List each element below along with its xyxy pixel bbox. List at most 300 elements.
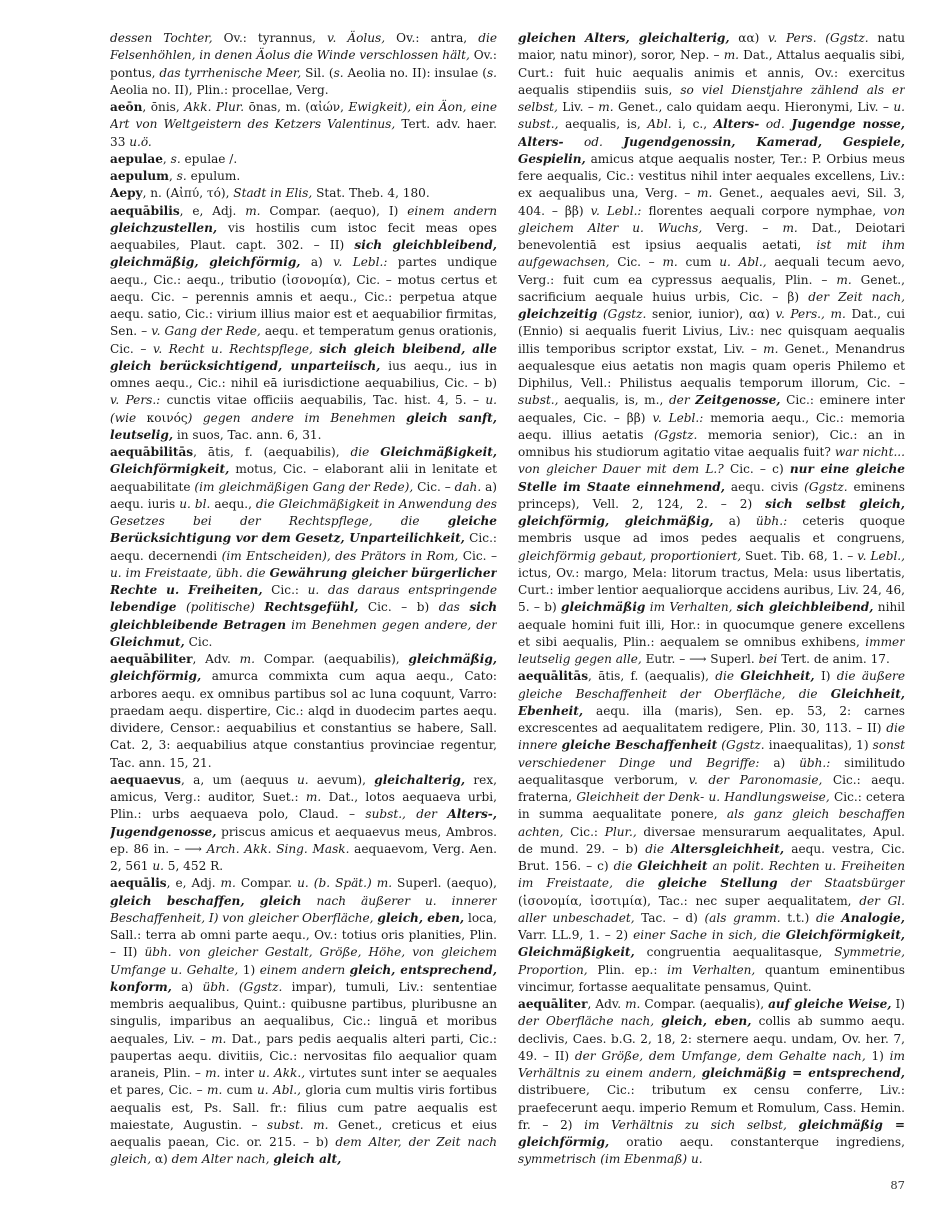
- entry-text: [787, 1118, 799, 1132]
- entry-text: bei: [758, 652, 778, 666]
- entry-text: Tert. adv. haer. 33: [110, 117, 497, 149]
- entry-text: epulum.: [186, 169, 241, 183]
- entry-text: memoria aequ., Cic.: memoria aequ. illius aetatis: [518, 410, 905, 442]
- entry-text: Cic. –: [413, 479, 455, 494]
- entry-text: gleiche Berücksichtigung vor dem Gesetz, Unparteilichkeit,: [110, 514, 497, 546]
- entry-text: u. (wie: [110, 393, 497, 425]
- headword: aeōn: [110, 100, 143, 114]
- entry-text: die äußere gleiche Beschaffenheit der Oberfläche, die: [518, 669, 905, 701]
- entry-text: loca, Sall.: terra ab omni parte aequ., Ov.: totius oris planities, Plin. – II): [110, 910, 497, 960]
- entry-text: [420, 514, 448, 528]
- entry-text: (im Entscheiden), des Prätors in Rom,: [221, 548, 459, 563]
- entry-text: Abl.: [647, 117, 672, 132]
- entry-text: Cic. – b): [358, 600, 439, 615]
- entry-text: übh.:: [755, 514, 788, 528]
- entry-text: gleichförmig gebaut, proportioniert,: [518, 548, 742, 563]
- entry-text: u. (b. Spät.) m.: [297, 876, 393, 891]
- entry-text: priscus amicus et aequaevus meus, Ambros. ep. 86 in. – ⟶: [110, 824, 497, 856]
- entry-text: Genet., calo quidam aequ. Hieronymi, Liv. –: [613, 100, 894, 114]
- entry-text: eminens princeps), Vell. 2, 124, 2. – 2): [518, 479, 905, 511]
- entry-text: (Ggstz.: [653, 427, 698, 442]
- entry-text: die: [645, 841, 665, 856]
- entry-text: (im gleichmäßigen Gang der Rede),: [194, 479, 414, 494]
- entry-text: die: [613, 859, 633, 873]
- entry-text: Cic.: aequ. decernendi: [110, 531, 497, 563]
- entry-text: gleichmäßig, gleichförmig,: [110, 652, 497, 684]
- entry-text: übh. (Ggstz.: [202, 979, 283, 994]
- entry-text: Akk. Plur.: [184, 100, 245, 114]
- entry-text: ,: [162, 151, 171, 166]
- entry-text: Genet., aequales aevi, Sil. 3, 404. – ββ): [518, 186, 905, 218]
- entry-text: impar), tumuli, Liv.: sententiae membris aequalibus, Quint.: quibusne partibus, pluribusne an singulis, imparibus an aequalibus, Cic.: linguā et moribus aequales, Liv. –: [110, 979, 497, 1046]
- entry-text: (politische): [185, 600, 255, 615]
- entry-text: amicus atque aequalis noster, Ter.: P. Orbius meus fere aequalis, Cic.: vestitus nihil inter aequales excellens, Liv.: ex aequalibus una, Verg. –: [518, 151, 905, 201]
- entry-text: [645, 876, 658, 890]
- entry-text: senior, iunior), αα): [646, 307, 776, 321]
- entry-text: [563, 135, 584, 149]
- entry-text: κοινός: [136, 410, 188, 425]
- entry-text: ceteris quoque membris usque ad imos pedes aequalis et congruens,: [518, 514, 905, 546]
- entry-text: a): [300, 255, 334, 270]
- entry-text: t.t.): [780, 910, 816, 925]
- entry-text: a): [713, 514, 756, 528]
- entry-text: oratio aequ. constanterque ingrediens,: [609, 1135, 905, 1149]
- entry-text: Cic.: eminere inter aequales, Cic. – ββ): [518, 393, 905, 425]
- entry-text: der Zeit nach,: [808, 289, 905, 304]
- entry-text: rex, amicus, Verg.: auditor, Suet.:: [110, 772, 497, 804]
- entry-text: Arch. Akk. Sing. Mask.: [206, 841, 350, 856]
- entry-text: auf gleiche Weise,: [768, 997, 892, 1011]
- entry-text: , ātis, f. (aequalis),: [588, 669, 716, 684]
- right-column: [518, 30, 905, 1175]
- entry-text: gleiche Stellung: [657, 876, 778, 891]
- entry-text: , ōnis,: [142, 100, 185, 114]
- entry-text: Analogie,: [841, 910, 905, 925]
- entry-text: Stadt in Elis,: [233, 186, 313, 201]
- entry-text: Ewigkeit), ein Äon, eine Art von Weltgeistern des Ketzers Valentinus,: [110, 100, 497, 132]
- entry-text: sich gleichbleibend,: [736, 600, 874, 615]
- entry-text: inaequalitas), 1): [764, 738, 873, 753]
- entry-text: Tac. – d): [634, 910, 705, 925]
- entry-text: ius aequ., ius in omnes aequ., Cic.: nihil eā iurisdictione aequabilius, Cic. – b): [110, 358, 497, 390]
- entry-text: m.: [625, 997, 641, 1011]
- entry-text: einem andern: [259, 962, 346, 977]
- dictionary-entry: [518, 668, 905, 996]
- entry-text: gleichen Alters, gleichalterig,: [518, 31, 730, 45]
- entry-text: der: [668, 393, 690, 408]
- entry-text: übh. von gleicher Gestalt, Größe, Höhe, von gleichem Umfange u. Gehalte,: [110, 945, 497, 977]
- entry-text: v. Lebl.:: [652, 410, 704, 425]
- entry-text: die: [715, 669, 735, 684]
- entry-text: od.: [583, 134, 603, 149]
- entry-text: v. Lebl.:: [590, 203, 642, 218]
- dictionary-entry: [110, 772, 497, 876]
- entry-text: gleich alt,: [273, 1152, 342, 1167]
- entry-text: m.: [763, 341, 779, 356]
- entry-text: ,: [168, 169, 177, 183]
- entry-text: congruentia aequalitasque,: [634, 945, 835, 960]
- entry-text: Gleichheit, Ebenheit,: [518, 686, 905, 718]
- entry-text: Ov.: antra,: [385, 31, 479, 45]
- entry-text: [437, 807, 447, 821]
- entry-text: m.: [305, 790, 322, 804]
- entry-text: Alters-, Jugendgenosse,: [110, 807, 497, 839]
- entry-text: in suos, Tac. ann. 6, 31.: [173, 427, 322, 442]
- entry-text: u.: [152, 859, 164, 873]
- entry-text: symmetrisch (im Ebenmaß) u.: [518, 1152, 703, 1167]
- entry-text: Plur.,: [604, 824, 637, 839]
- entry-text: m.: [220, 876, 236, 891]
- entry-text: Cic. –: [609, 255, 663, 270]
- entry-text: Gleichheit,: [740, 669, 815, 684]
- entry-text: ist mit ihm aufgewachsen,: [518, 238, 905, 270]
- entry-text: Gleichheit: [637, 859, 708, 873]
- entry-text: von gleichem Alter u. Wuchs,: [518, 203, 905, 235]
- entry-text: nur eine gleiche Stelle im Staate einnehmend,: [518, 462, 905, 494]
- entry-text: Liv. –: [557, 100, 599, 114]
- entry-text: Varr. LL.9, 1. – 2): [518, 928, 634, 942]
- headword: aequābilis: [110, 203, 180, 218]
- entry-text: m.: [697, 186, 713, 201]
- headword: aepulum: [110, 169, 169, 183]
- entry-text: ) gegen andere im Benehmen: [187, 410, 396, 425]
- entry-text: die: [350, 445, 370, 459]
- entry-text: Gewährung gleicher bürgerlicher Rechte u. Freiheiten,: [110, 565, 497, 597]
- entry-text: (Ggstz.: [602, 307, 647, 321]
- entry-text: [369, 445, 380, 459]
- entry-text: aequ. et temperatum genus orationis, Cic. –: [110, 324, 497, 356]
- entry-text: Compar. (aequo), I): [260, 203, 408, 218]
- headword: aequāliter: [518, 997, 588, 1011]
- entry-text: 1): [238, 962, 260, 977]
- entry-text: Ov.: tyrannus,: [212, 31, 328, 45]
- entry-text: sich gleichbleibend, gleichmäßig, gleichförmig,: [110, 238, 497, 270]
- entry-text: s.: [176, 169, 187, 183]
- entry-text: cunctis vitae officiis aequabilis, Tac. hist. 4, 5. –: [160, 393, 486, 408]
- headword: aequaevus: [110, 772, 181, 787]
- entry-text: ōnas, m. (αἰών,: [244, 100, 349, 114]
- entry-text: Stat. Theb. 4, 180.: [312, 186, 430, 201]
- entry-text: u. bl.: [179, 496, 211, 511]
- entry-text: u.ö.: [129, 134, 152, 149]
- entry-text: die Felsenhöhlen, in denen Äolus die Winde verschlossen hält,: [110, 31, 497, 63]
- entry-text: Rechtsgefühl,: [264, 600, 359, 615]
- entry-text: gloria cum multis viris fortibus aequalis est, Ps. Sall. fr.: filius cum patre aequalis est maiestate, Augustin. –: [110, 1083, 497, 1132]
- entry-text: gleich, entsprechend, konform,: [110, 962, 497, 994]
- entry-text: einer Sache in sich, die: [633, 928, 781, 942]
- entry-text: Dat., cui (Ennio) si aequalis fuerit Livius, Liv.: nec quisquam aequalis illis temporibus scriptor exstat, Liv. –: [518, 307, 905, 356]
- entry-text: v. Gang der Rede,: [151, 324, 261, 339]
- entry-text: Gleichmut,: [110, 634, 185, 649]
- entry-text: Cic.:: [262, 583, 308, 597]
- entry-text: dem Alter nach,: [171, 1152, 270, 1167]
- entry-text: Cic.: [184, 634, 213, 649]
- entry-text: m.: [723, 48, 739, 63]
- entry-text: Compar. (aequabilis),: [254, 652, 409, 666]
- entry-text: im Verhalten,: [649, 600, 733, 615]
- entry-text: Plin. ep.:: [587, 962, 668, 977]
- entry-text: Eutr. – ⟶ Superl.: [641, 652, 759, 666]
- entry-text: Compar.: [235, 876, 298, 891]
- entry-text: gleichmäßig: [561, 600, 646, 615]
- left-column: [110, 30, 497, 1175]
- entry-text: [603, 135, 624, 149]
- entry-text: an polit. Rechten u. Freiheiten im Freistaate, die: [518, 859, 905, 891]
- entry-text: sich gleichbleibende Betragen: [110, 600, 497, 632]
- entry-text: gleiche Beschaffenheit: [561, 738, 718, 753]
- entry-text: aequaevom, Verg. Aen. 2, 561: [110, 841, 497, 873]
- entry-text: übh.:: [799, 755, 831, 770]
- entry-text: v. Lebl.:: [333, 255, 388, 270]
- entry-text: im Verhältnis zu sich selbst,: [584, 1117, 787, 1132]
- entry-text: [817, 687, 830, 701]
- entry-text: gleich, eben,: [661, 1014, 752, 1029]
- entry-text: subst. m.: [267, 1117, 329, 1132]
- entry-text: Tert. de anim. 17.: [777, 652, 890, 666]
- entry-text: m.: [205, 1066, 221, 1080]
- entry-text: 5, 452 R.: [163, 859, 224, 873]
- entry-text: v. Lebl.,: [857, 548, 905, 563]
- entry-text: m.: [245, 203, 261, 218]
- entry-text: quantum eminentibus vincimur, fortasse aequalitate pensamus, Quint.: [518, 962, 905, 994]
- entry-text: m.: [239, 652, 255, 666]
- entry-text: m.: [836, 272, 852, 287]
- entry-text: s.: [333, 65, 344, 80]
- entry-text: aequ. civis: [724, 479, 805, 494]
- dictionary-entry: [110, 185, 497, 202]
- entry-text: amurca commixta cum aqua aequ., Cato: arbores aequ. ex omnibus partibus sol ac luna coquunt, Varro: praedam aequ. dispertire, Cic.: alqd in duodecim partes aequ. dividere, Censor.: aequabilius et constantius se habere, Sall. Cat. 2, 3: aequabilius atque constantius provinciae regentur, Tac. ann. 15, 21.: [110, 669, 497, 770]
- entry-text: dem Alter, der Zeit nach gleich,: [110, 1135, 497, 1167]
- entry-text: I): [891, 997, 905, 1011]
- dictionary-entry: [110, 30, 497, 99]
- entry-text: aevum),: [308, 772, 375, 787]
- entry-text: war nicht... von gleicher Dauer mit dem L.?: [518, 445, 905, 477]
- entry-text: , Adv.: [587, 997, 626, 1011]
- entry-text: natu maior, natu minor), soror, Nep. –: [518, 31, 905, 63]
- entry-text: die Gleichmäßigkeit in Anwendung des Gesetzes bei der Rechtspflege, die: [110, 496, 497, 528]
- entry-text: Cic. –: [458, 548, 497, 563]
- entry-text: [460, 600, 470, 614]
- entry-text: gleich sanft, leutselig,: [110, 410, 497, 442]
- entry-text: u. im Freistaate, übh. die: [110, 565, 266, 580]
- entry-text: v. Pers., m.: [775, 307, 846, 321]
- entry-text: cum: [222, 1083, 258, 1098]
- entry-text: αα): [729, 31, 769, 45]
- entry-text: partes undique aequ., Cic.: aequ., tributio (ἰσονομία), Cic. – motus certus et aequ. Cic. – perennis amnis et aequ., Cic.: perpetua atque aequ. satio, Cic.: virium illius maior est et aequabilior firmitas, Sen. –: [110, 255, 497, 339]
- entry-text: ictus, Ov.: margo, Mela: litorum tractus, Mela: usus libertatis, Curt.: imber lentior aequaliorque accidens auribus, Liv. 24, 46, 5. – b): [518, 565, 905, 615]
- entry-text: , ātis, f. (aequabilis),: [193, 445, 351, 459]
- dictionary-entry: [110, 168, 497, 185]
- entry-text: aequ. illa (maris), Sen. ep. 53, 2: carnes excrescentes ad aequalitatem redigere, Plin. 30, 113. – II): [518, 703, 905, 735]
- entry-text: Sil. (: [301, 65, 334, 80]
- entry-text: , n. (Αἰπύ, τό),: [142, 186, 234, 201]
- entry-text: , e, Adj.: [179, 203, 246, 218]
- entry-text: Genet., sacrificium aequale huius urbis, Cic. – β): [518, 272, 905, 304]
- entry-text: u. subst.,: [518, 100, 905, 132]
- entry-text: [176, 600, 186, 614]
- entry-text: gleich, eben,: [377, 910, 465, 925]
- entry-text: im Benehmen gegen andere, der: [291, 617, 497, 632]
- entry-text: die: [815, 910, 835, 925]
- entry-text: u. das daraus entspringende: [307, 583, 497, 597]
- entry-text: v. Äolus,: [327, 31, 386, 45]
- entry-text: als ganz gleich beschaffen achten,: [518, 807, 905, 839]
- entry-text: Alters-: [713, 117, 760, 132]
- entry-text: Suet. Tib. 68, 1. –: [741, 548, 858, 563]
- entry-text: v. Pers. (Ggstz.: [768, 31, 869, 45]
- dictionary-entry: [110, 875, 497, 1168]
- entry-text: Aeolia no. II), Plin.: procellae, Verg.: [110, 82, 329, 97]
- entry-text: u.: [296, 772, 309, 787]
- entry-text: der Gl. aller unbeschadet,: [518, 893, 905, 925]
- entry-text: sich gleich bleibend, alle gleich berücksichtigend, unparteiisch,: [110, 341, 497, 373]
- entry-text: im Verhalten,: [667, 962, 756, 977]
- entry-text: Gleichmäßigkeit, Gleichförmigkeit,: [110, 445, 497, 477]
- headword: aepulae: [110, 151, 163, 166]
- entry-text: s.: [486, 65, 497, 80]
- entry-text: Ov.: pontus,: [110, 48, 497, 80]
- entry-text: [255, 600, 265, 614]
- entry-text: der Größe, dem Umfange, dem Gehalte nach,: [574, 1048, 866, 1063]
- entry-text: memoria senior), Cic.: an in omnibus his studiorum agitatio vitae aequalis fuit?: [518, 427, 905, 459]
- entry-text: vis hostilis cum istoc fecit meas opes aequabiles, Plaut. capt. 302. – II): [110, 220, 497, 252]
- entry-text: s.: [170, 151, 181, 166]
- entry-text: Cic.: cetera in summa aequalitate ponere,: [518, 790, 905, 822]
- entry-text: , Adv.: [192, 652, 240, 666]
- entry-text: (Ggstz.: [721, 738, 765, 753]
- entry-text: Cic.:: [563, 824, 605, 839]
- dictionary-entry: [518, 30, 905, 668]
- entry-text: epulae /.: [180, 151, 238, 166]
- dictionary-entry: [110, 651, 497, 772]
- entry-text: sonst verschiedener Dinge und Begriffe:: [518, 738, 905, 770]
- dictionary-entry: [518, 996, 905, 1169]
- entry-text: subst., der: [365, 807, 437, 822]
- entry-text: gleich beschaffen, gleich: [110, 893, 302, 908]
- entry-text: Cic. – c): [723, 462, 790, 477]
- entry-text: Jugendgenossin, Kamerad, Gespiele, Gespielin,: [518, 134, 905, 166]
- entry-text: [301, 894, 316, 908]
- entry-text: Altersgleichheit,: [671, 841, 785, 856]
- entry-text: motus, Cic. – elaborant alii in lenitate et aequabilitate: [110, 462, 497, 494]
- entry-text: v. Recht u. Rechtspflege,: [152, 341, 313, 356]
- entry-text: Dat., Attalus aequalis sibi, Curt.: fuit huic aequalis animis et annis, Ov.: exercitus aequalis stipendiis suis,: [518, 48, 905, 97]
- entry-text: a): [171, 979, 203, 994]
- entry-text: 1): [865, 1048, 890, 1063]
- entry-text: dah.: [454, 479, 482, 494]
- entry-text: u. Abl.,: [719, 255, 767, 270]
- entry-text: Gleichförmigkeit, Gleichmäßigkeit,: [518, 928, 905, 960]
- headword: aequābilitās: [110, 445, 194, 459]
- entry-text: distribuere, Cic.: tributum ex censu conferre, Liv.: praefecerunt aequ. imperio Remum et Romulum, Cass. Hemin. fr. – 2): [518, 1083, 905, 1132]
- entry-text: nach äußerer u. innerer Beschaffenheit, I) von gleicher Oberfläche,: [110, 893, 497, 925]
- entry-text: der Staatsbürger: [790, 876, 905, 891]
- entry-text: lebendige: [110, 600, 177, 615]
- entry-text: m.: [211, 1031, 227, 1046]
- entry-text: i, c.,: [671, 117, 714, 132]
- entry-text: gleichzustellen,: [110, 220, 218, 235]
- entry-text: das tyrrhenische Meer,: [159, 65, 302, 80]
- entry-text: cum: [677, 255, 720, 270]
- entry-text: Genet., creticus et eius aequalis paean, Cic. or. 215. – b): [110, 1117, 497, 1149]
- entry-text: Jugendge nosse, Alters-: [518, 117, 905, 149]
- entry-text: gleichmäßig = entsprechend,: [701, 1066, 905, 1080]
- entry-text: similitudo aequalitasque verborum,: [518, 755, 905, 787]
- entry-text: so viel Dienstjahre zählend als er selbst,: [518, 82, 905, 114]
- entry-text: m.: [598, 100, 614, 114]
- entry-text: Symmetrie, Proportion,: [518, 945, 905, 977]
- entry-text: aequalis, is, m.,: [558, 393, 669, 408]
- entry-text: gleichzeitig: [518, 307, 598, 321]
- entry-text: aequalis, is,: [558, 117, 648, 132]
- entry-text: u. Abl.,: [257, 1083, 302, 1098]
- entry-text: gleichmäßig = gleichförmig,: [518, 1117, 905, 1149]
- entry-text: sich selbst gleich, gleichförmig, gleichmäßig,: [518, 496, 905, 528]
- entry-text: aequali tecum aevo, Verg.: fuit cum ea cypressus aequalis, Plin. –: [518, 255, 905, 287]
- dictionary-entry: [110, 151, 497, 168]
- entry-text: [396, 411, 407, 425]
- entry-text: Zeitgenosse,: [695, 393, 781, 408]
- entry-text: dessen Tochter,: [110, 31, 213, 45]
- entry-text: Aeolia no. II): insulae (: [343, 65, 487, 80]
- page-number: 87: [890, 1178, 905, 1192]
- entry-text: Genet., Menandrus aequalesque eius aetatis non magis quam operis Philemo et Diphilus, Vell.: Philistus aequalis temporum illorum, Cic. –: [518, 341, 905, 390]
- entry-text: im Verhältnis zu einem andern,: [518, 1048, 905, 1080]
- entry-text: immer leutselig gegen alle,: [518, 634, 905, 666]
- entry-text: die innere: [518, 721, 905, 753]
- entry-text: Compar. (aequalis),: [640, 997, 769, 1011]
- entry-text: α): [151, 1152, 172, 1167]
- entry-text: Dat., lotos aequaeva urbi, Plin.: urbs aequaeva polo, Claud. –: [110, 790, 497, 822]
- entry-text: collis ab summo aequ. declivis, Caes. b.G. 2, 18, 2: sternere aequ. undam, Ov. her. 7, 49. – II): [518, 1014, 905, 1063]
- entry-text: Dat., pars pedis aequalis alteri parti, Cic.: paupertas aequ. divitiis, Cic.: nervositas filo aequalior quam araneis, Plin. –: [110, 1031, 497, 1080]
- entry-text: [778, 876, 791, 890]
- entry-text: einem andern: [407, 203, 497, 218]
- headword: aequālis: [110, 876, 167, 891]
- dictionary-entry: [110, 99, 497, 151]
- entry-text: m.: [662, 255, 678, 270]
- entry-text: (Ggstz.: [804, 479, 848, 494]
- entry-text: der Oberfläche nach,: [518, 1014, 655, 1029]
- dictionary-entry: [110, 203, 497, 445]
- entry-text: das: [438, 600, 460, 615]
- headword: aequālitās: [518, 669, 589, 684]
- entry-text: diversae mensurarum aequalitates, Apul. de mund. 29. – b): [518, 824, 905, 856]
- entry-text: I): [814, 669, 837, 684]
- entry-text: v. der Paronomasie,: [688, 772, 823, 787]
- dictionary-entry: [110, 444, 497, 651]
- entry-text: u. Akk.,: [258, 1066, 306, 1080]
- entry-text: nihil aequale homini fuit illi, Hor.: in quocumque genere excellens et sibi aequalis, Plin.: aequalem se omnibus exhibens,: [518, 600, 905, 649]
- entry-text: florentes aequali corpore nymphae,: [641, 203, 884, 218]
- entry-text: inter: [220, 1066, 259, 1080]
- entry-text: v. Pers.:: [110, 393, 161, 408]
- entry-text: Dat., Deiotari benevolentiā est ipsius aequalis aetati,: [518, 220, 905, 252]
- entry-text: gleichalterig,: [374, 772, 466, 787]
- entry-text: Verg. –: [702, 220, 783, 235]
- entry-text: aequ.,: [210, 496, 256, 511]
- headword: aequābiliter: [110, 652, 193, 666]
- entry-text: Gleichheit der Denk- u. Handlungsweise,: [576, 790, 830, 804]
- entry-text: , a, um (aequus: [180, 772, 297, 787]
- entry-text: Superl. (aequo),: [392, 876, 497, 891]
- entry-text: aequ. vestra, Cic. Brut. 156. – c): [518, 841, 905, 873]
- entry-text: m.: [207, 1083, 223, 1098]
- headword: Aepy: [110, 186, 143, 201]
- entry-text: virtutes sunt inter se aequales et pares, Cic. –: [110, 1066, 497, 1098]
- entry-text: Cic.: aequ. fraterna,: [518, 772, 905, 804]
- entry-text: , e, Adj.: [166, 876, 221, 891]
